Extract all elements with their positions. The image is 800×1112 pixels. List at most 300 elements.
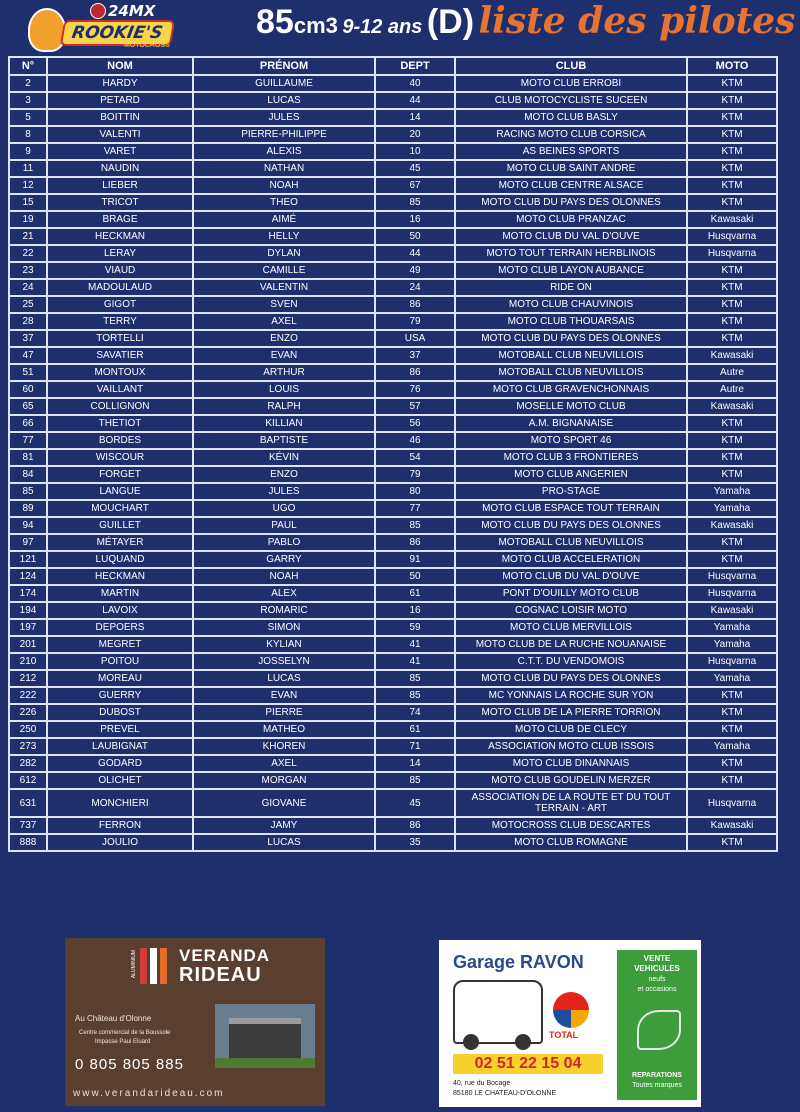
table-row <box>9 211 777 228</box>
cell-moto: KTM <box>687 755 777 772</box>
cell-nom: POITOU <box>47 653 193 670</box>
cell-nom: LUQUAND <box>47 551 193 568</box>
cell-dept: 86 <box>375 817 455 834</box>
cell-nom: SAVATIER <box>47 347 193 364</box>
cell-moto: Yamaha <box>687 619 777 636</box>
cell-nom: BORDES <box>47 432 193 449</box>
cell-nom: OLICHET <box>47 772 193 789</box>
cell-club: MOTO CLUB ANGERIEN <box>455 466 687 483</box>
cell-moto: Husqvarna <box>687 228 777 245</box>
cell-dept: 85 <box>375 517 455 534</box>
cell-nom: GUILLET <box>47 517 193 534</box>
cell-number: 12 <box>9 177 47 194</box>
table-row <box>9 75 777 92</box>
cell-prenom: PIERRE-PHILIPPE <box>193 126 375 143</box>
table-row <box>9 789 777 817</box>
table-row <box>9 432 777 449</box>
cell-number: 65 <box>9 398 47 415</box>
ad-right-phone: 02 51 22 15 04 <box>453 1054 603 1074</box>
cell-moto: Kawasaki <box>687 517 777 534</box>
cell-moto: KTM <box>687 834 777 851</box>
cell-number: 89 <box>9 500 47 517</box>
cell-number: 226 <box>9 704 47 721</box>
page-header <box>0 0 800 56</box>
cell-prenom: PABLO <box>193 534 375 551</box>
cell-number: 121 <box>9 551 47 568</box>
cell-prenom: MORGAN <box>193 772 375 789</box>
cell-club: MOTO CLUB DU PAYS DES OLONNES <box>455 194 687 211</box>
cell-dept: 57 <box>375 398 455 415</box>
cell-dept: 67 <box>375 177 455 194</box>
cell-prenom: GIOVANE <box>193 789 375 817</box>
pilots-table <box>8 56 778 852</box>
cell-number: 9 <box>9 143 47 160</box>
cell-prenom: MATHEO <box>193 721 375 738</box>
ad-right-sidebar <box>617 950 697 1100</box>
cell-moto: Yamaha <box>687 500 777 517</box>
cell-club: COGNAC LOISIR MOTO <box>455 602 687 619</box>
cell-club: MOTO CLUB CHAUVINOIS <box>455 296 687 313</box>
cell-dept: 61 <box>375 721 455 738</box>
cell-number: 3 <box>9 92 47 109</box>
table-row <box>9 92 777 109</box>
table-row <box>9 398 777 415</box>
cell-number: 77 <box>9 432 47 449</box>
table-row <box>9 704 777 721</box>
cell-moto: Kawasaki <box>687 817 777 834</box>
cell-dept: 41 <box>375 636 455 653</box>
cell-club: PONT D'OUILLY MOTO CLUB <box>455 585 687 602</box>
cell-moto: KTM <box>687 534 777 551</box>
cell-number: 25 <box>9 296 47 313</box>
cell-prenom: GUILLAUME <box>193 75 375 92</box>
side-reparations: REPARATIONS <box>632 1072 682 1079</box>
cell-moto: KTM <box>687 92 777 109</box>
cell-number: 19 <box>9 211 47 228</box>
cell-number: 21 <box>9 228 47 245</box>
cell-moto: Autre <box>687 364 777 381</box>
cell-nom: LAVOIX <box>47 602 193 619</box>
table-row <box>9 194 777 211</box>
table-row <box>9 415 777 432</box>
cell-nom: MOREAU <box>47 670 193 687</box>
header-col-nom: NOM <box>47 57 193 75</box>
logo-name: ROOKIE'S <box>60 20 175 46</box>
table-row <box>9 653 777 670</box>
cell-dept: 14 <box>375 109 455 126</box>
cell-moto: KTM <box>687 466 777 483</box>
ad-left-aluminium: ALUMINIUM <box>131 950 137 979</box>
cell-club: A.M. BIGNANAISE <box>455 415 687 432</box>
cell-number: 11 <box>9 160 47 177</box>
cell-prenom: EVAN <box>193 687 375 704</box>
cell-number: 5 <box>9 109 47 126</box>
cell-number: 737 <box>9 817 47 834</box>
ad-left-city: Au Château d'Olonne <box>75 1014 152 1023</box>
cell-dept: 40 <box>375 75 455 92</box>
title-letter: (D) <box>426 3 475 41</box>
cell-number: 97 <box>9 534 47 551</box>
table-row <box>9 619 777 636</box>
cell-nom: MÉTAYER <box>47 534 193 551</box>
cell-moto: Kawasaki <box>687 398 777 415</box>
cell-nom: TRICOT <box>47 194 193 211</box>
cell-moto: Yamaha <box>687 670 777 687</box>
cell-number: 15 <box>9 194 47 211</box>
cell-moto: KTM <box>687 75 777 92</box>
car-mechanic-icon <box>453 980 543 1044</box>
cell-moto: Kawasaki <box>687 602 777 619</box>
cell-nom: HECKMAN <box>47 568 193 585</box>
header-row <box>9 57 777 75</box>
cell-number: 37 <box>9 330 47 347</box>
mascot-icon <box>28 8 66 52</box>
veranda-logo-icon <box>140 948 174 984</box>
cell-prenom: LOUIS <box>193 381 375 398</box>
table-row <box>9 364 777 381</box>
table-row <box>9 347 777 364</box>
cell-club: RACING MOTO CLUB CORSICA <box>455 126 687 143</box>
cell-prenom: JOSSELYN <box>193 653 375 670</box>
cell-prenom: NATHAN <box>193 160 375 177</box>
cell-nom: FORGET <box>47 466 193 483</box>
ad-left-brand-line1: VERANDA <box>179 946 271 965</box>
cell-prenom: ALEXIS <box>193 143 375 160</box>
cell-moto: Yamaha <box>687 636 777 653</box>
cell-nom: VALENTI <box>47 126 193 143</box>
cell-dept: 24 <box>375 279 455 296</box>
cell-dept: 85 <box>375 194 455 211</box>
cell-number: 66 <box>9 415 47 432</box>
cell-club: MOTO CLUB DE LA RUCHE NOUANAISE <box>455 636 687 653</box>
cell-club: MOTO CLUB DU PAYS DES OLONNES <box>455 330 687 347</box>
cell-nom: VAILLANT <box>47 381 193 398</box>
veranda-rideau-ad <box>65 938 325 1106</box>
table-row <box>9 330 777 347</box>
cell-club: MOTO CLUB GOUDELIN MERZER <box>455 772 687 789</box>
cell-dept: 37 <box>375 347 455 364</box>
table-row <box>9 585 777 602</box>
cell-club: MOTO CLUB PRANZAC <box>455 211 687 228</box>
cell-nom: MARTIN <box>47 585 193 602</box>
cell-prenom: RALPH <box>193 398 375 415</box>
cell-moto: KTM <box>687 313 777 330</box>
cell-club: MOTO CLUB DINANNAIS <box>455 755 687 772</box>
cell-moto: KTM <box>687 177 777 194</box>
cell-dept: 16 <box>375 211 455 228</box>
table-row <box>9 738 777 755</box>
cell-nom: MEGRET <box>47 636 193 653</box>
table-row <box>9 568 777 585</box>
cell-dept: 50 <box>375 568 455 585</box>
cell-club: MOTO CLUB THOUARSAIS <box>455 313 687 330</box>
header-col-number: N° <box>9 57 47 75</box>
cell-moto: KTM <box>687 143 777 160</box>
side-vente: VENTE <box>643 954 671 963</box>
cell-dept: 85 <box>375 687 455 704</box>
table-row <box>9 279 777 296</box>
table-row <box>9 313 777 330</box>
page-title <box>256 0 795 56</box>
cell-number: 197 <box>9 619 47 636</box>
cell-club: MOTO CLUB SAINT ANDRE <box>455 160 687 177</box>
cell-club: MOTO CLUB ESPACE TOUT TERRAIN <box>455 500 687 517</box>
cell-dept: 44 <box>375 245 455 262</box>
cell-prenom: AXEL <box>193 313 375 330</box>
cell-number: 85 <box>9 483 47 500</box>
cell-dept: 45 <box>375 789 455 817</box>
cell-prenom: AXEL <box>193 755 375 772</box>
cell-moto: KTM <box>687 704 777 721</box>
cell-number: 174 <box>9 585 47 602</box>
cell-number: 51 <box>9 364 47 381</box>
table-row <box>9 636 777 653</box>
table-row <box>9 109 777 126</box>
ad-right-address2: 85180 LE CHATEAU-D'OLONNE <box>453 1090 557 1097</box>
ad-left-phone: 0 805 805 885 <box>75 1056 184 1073</box>
ad-left-address1: Centre commercial de la Boussole <box>79 1030 171 1036</box>
cell-prenom: SIMON <box>193 619 375 636</box>
cell-number: 212 <box>9 670 47 687</box>
cell-prenom: BAPTISTE <box>193 432 375 449</box>
cell-moto: Yamaha <box>687 738 777 755</box>
header-col-dept: DEPT <box>375 57 455 75</box>
cell-number: 612 <box>9 772 47 789</box>
cell-club: CLUB MOTOCYCLISTE SUCEEN <box>455 92 687 109</box>
cell-prenom: AIMÉ <box>193 211 375 228</box>
cell-moto: Husqvarna <box>687 568 777 585</box>
table-row <box>9 381 777 398</box>
cell-dept: 85 <box>375 670 455 687</box>
cell-prenom: PIERRE <box>193 704 375 721</box>
cell-prenom: SVEN <box>193 296 375 313</box>
cell-nom: VIAUD <box>47 262 193 279</box>
cell-dept: 14 <box>375 755 455 772</box>
cell-number: 222 <box>9 687 47 704</box>
garage-ravon-ad <box>439 940 701 1107</box>
cell-dept: 86 <box>375 534 455 551</box>
table-row <box>9 551 777 568</box>
cell-club: MOTO CLUB DU PAYS DES OLONNES <box>455 517 687 534</box>
cell-prenom: PAUL <box>193 517 375 534</box>
cell-club: ASSOCIATION MOTO CLUB ISSOIS <box>455 738 687 755</box>
cell-prenom: NOAH <box>193 568 375 585</box>
cell-prenom: JULES <box>193 109 375 126</box>
cell-dept: 16 <box>375 602 455 619</box>
cell-dept: 86 <box>375 296 455 313</box>
cell-nom: PREVEL <box>47 721 193 738</box>
cell-moto: Kawasaki <box>687 211 777 228</box>
cell-dept: 56 <box>375 415 455 432</box>
cell-prenom: KYLIAN <box>193 636 375 653</box>
table-row <box>9 160 777 177</box>
cell-dept: 80 <box>375 483 455 500</box>
cell-nom: DUBOST <box>47 704 193 721</box>
cell-prenom: UGO <box>193 500 375 517</box>
cell-club: ASSOCIATION DE LA ROUTE ET DU TOUT TERRAIN - ART <box>455 789 687 817</box>
header-col-prenom: PRÉNOM <box>193 57 375 75</box>
cell-dept: 41 <box>375 653 455 670</box>
cell-prenom: JULES <box>193 483 375 500</box>
cell-moto: KTM <box>687 330 777 347</box>
side-marques: Toutes marques <box>632 1082 682 1089</box>
table-row <box>9 602 777 619</box>
cell-nom: HECKMAN <box>47 228 193 245</box>
table-row <box>9 483 777 500</box>
cell-dept: 20 <box>375 126 455 143</box>
cell-moto: Husqvarna <box>687 585 777 602</box>
cell-number: 22 <box>9 245 47 262</box>
cell-number: 47 <box>9 347 47 364</box>
cell-nom: TORTELLI <box>47 330 193 347</box>
cell-prenom: LUCAS <box>193 834 375 851</box>
cell-club: MOTO CLUB ROMAGNE <box>455 834 687 851</box>
cell-dept: 74 <box>375 704 455 721</box>
cell-number: 94 <box>9 517 47 534</box>
cell-dept: 77 <box>375 500 455 517</box>
side-neufs: neufs <box>648 976 666 983</box>
cell-club: MOTO CLUB LAYON AUBANCE <box>455 262 687 279</box>
veranda-photo <box>215 1004 315 1068</box>
grass-shape <box>215 1058 315 1068</box>
table-row <box>9 772 777 789</box>
table-row <box>9 721 777 738</box>
cell-nom: LANGUE <box>47 483 193 500</box>
cell-dept: 45 <box>375 160 455 177</box>
cell-nom: BRAGE <box>47 211 193 228</box>
table-row <box>9 296 777 313</box>
side-occasions: et occasions <box>637 986 677 993</box>
cell-nom: MADOULAUD <box>47 279 193 296</box>
cell-number: 124 <box>9 568 47 585</box>
cell-dept: 35 <box>375 834 455 851</box>
ad-right-address1: 40, rue du Bocage <box>453 1080 511 1087</box>
cell-nom: VARET <box>47 143 193 160</box>
cell-prenom: JAMY <box>193 817 375 834</box>
cell-club: PRO-STAGE <box>455 483 687 500</box>
cell-prenom: DYLAN <box>193 245 375 262</box>
logo-brand: 24MX <box>108 2 156 20</box>
cell-moto: KTM <box>687 160 777 177</box>
cell-moto: KTM <box>687 415 777 432</box>
ad-right-name: Garage RAVON <box>453 952 584 972</box>
cell-nom: WISCOUR <box>47 449 193 466</box>
cell-moto: KTM <box>687 194 777 211</box>
cell-club: MOTO CLUB BASLY <box>455 109 687 126</box>
table-row <box>9 500 777 517</box>
cell-prenom: EVAN <box>193 347 375 364</box>
cell-dept: 86 <box>375 364 455 381</box>
table-row <box>9 466 777 483</box>
cell-prenom: ENZO <box>193 466 375 483</box>
ad-left-address2: Impasse Paul Eluard <box>95 1039 151 1045</box>
cell-number: 23 <box>9 262 47 279</box>
cell-club: MOTOCROSS CLUB DESCARTES <box>455 817 687 834</box>
cell-number: 81 <box>9 449 47 466</box>
cell-club: MOTO CLUB ACCELERATION <box>455 551 687 568</box>
cell-prenom: NOAH <box>193 177 375 194</box>
cell-dept: 54 <box>375 449 455 466</box>
cell-dept: USA <box>375 330 455 347</box>
cell-prenom: THEO <box>193 194 375 211</box>
rookies-logo <box>28 2 193 54</box>
cell-dept: 76 <box>375 381 455 398</box>
cell-prenom: ALEX <box>193 585 375 602</box>
table-row <box>9 228 777 245</box>
cell-dept: 50 <box>375 228 455 245</box>
cell-club: MC YONNAIS LA ROCHE SUR YON <box>455 687 687 704</box>
title-displacement: 85 <box>256 3 294 41</box>
cell-prenom: VALENTIN <box>193 279 375 296</box>
cell-dept: 79 <box>375 466 455 483</box>
cell-nom: LERAY <box>47 245 193 262</box>
table-row <box>9 834 777 851</box>
cell-number: 282 <box>9 755 47 772</box>
cell-club: C.T.T. DU VENDOMOIS <box>455 653 687 670</box>
cell-number: 84 <box>9 466 47 483</box>
cell-club: MOTOBALL CLUB NEUVILLOIS <box>455 364 687 381</box>
cell-number: 8 <box>9 126 47 143</box>
cell-prenom: GARRY <box>193 551 375 568</box>
cell-club: MOTO CLUB CENTRE ALSACE <box>455 177 687 194</box>
cell-prenom: LUCAS <box>193 670 375 687</box>
cell-nom: HARDY <box>47 75 193 92</box>
cell-nom: LAUBIGNAT <box>47 738 193 755</box>
title-unit: cm3 <box>293 13 338 38</box>
cell-nom: MONCHIERI <box>47 789 193 817</box>
cell-prenom: HELLY <box>193 228 375 245</box>
cell-number: 201 <box>9 636 47 653</box>
cell-nom: JOULIO <box>47 834 193 851</box>
table-row <box>9 126 777 143</box>
table-row <box>9 262 777 279</box>
cell-moto: KTM <box>687 551 777 568</box>
cell-nom: BOITTIN <box>47 109 193 126</box>
cell-moto: Husqvarna <box>687 653 777 670</box>
cell-moto: KTM <box>687 109 777 126</box>
cell-moto: Husqvarna <box>687 789 777 817</box>
cell-number: 24 <box>9 279 47 296</box>
table-body <box>9 75 777 851</box>
header-col-club: CLUB <box>455 57 687 75</box>
badge-icon <box>90 3 106 19</box>
cell-moto: KTM <box>687 279 777 296</box>
table-row <box>9 177 777 194</box>
cell-number: 2 <box>9 75 47 92</box>
house-icon <box>229 1018 301 1060</box>
cell-club: MOTO CLUB 3 FRONTIERES <box>455 449 687 466</box>
cell-dept: 44 <box>375 92 455 109</box>
cell-dept: 71 <box>375 738 455 755</box>
car-keys-icon <box>637 1010 681 1050</box>
cell-nom: DEPOERS <box>47 619 193 636</box>
cell-number: 28 <box>9 313 47 330</box>
cell-nom: MOUCHART <box>47 500 193 517</box>
cell-number: 631 <box>9 789 47 817</box>
cell-moto: KTM <box>687 721 777 738</box>
cell-dept: 10 <box>375 143 455 160</box>
table-row <box>9 755 777 772</box>
cell-club: MOTOBALL CLUB NEUVILLOIS <box>455 534 687 551</box>
cell-nom: MONTOUX <box>47 364 193 381</box>
cell-nom: LIEBER <box>47 177 193 194</box>
cell-moto: Kawasaki <box>687 347 777 364</box>
title-text: liste des pilotes <box>478 0 796 42</box>
cell-dept: 49 <box>375 262 455 279</box>
table-row <box>9 449 777 466</box>
cell-club: MOTO CLUB DE LA PIERRE TORRION <box>455 704 687 721</box>
cell-club: MOTO CLUB ERROBI <box>455 75 687 92</box>
